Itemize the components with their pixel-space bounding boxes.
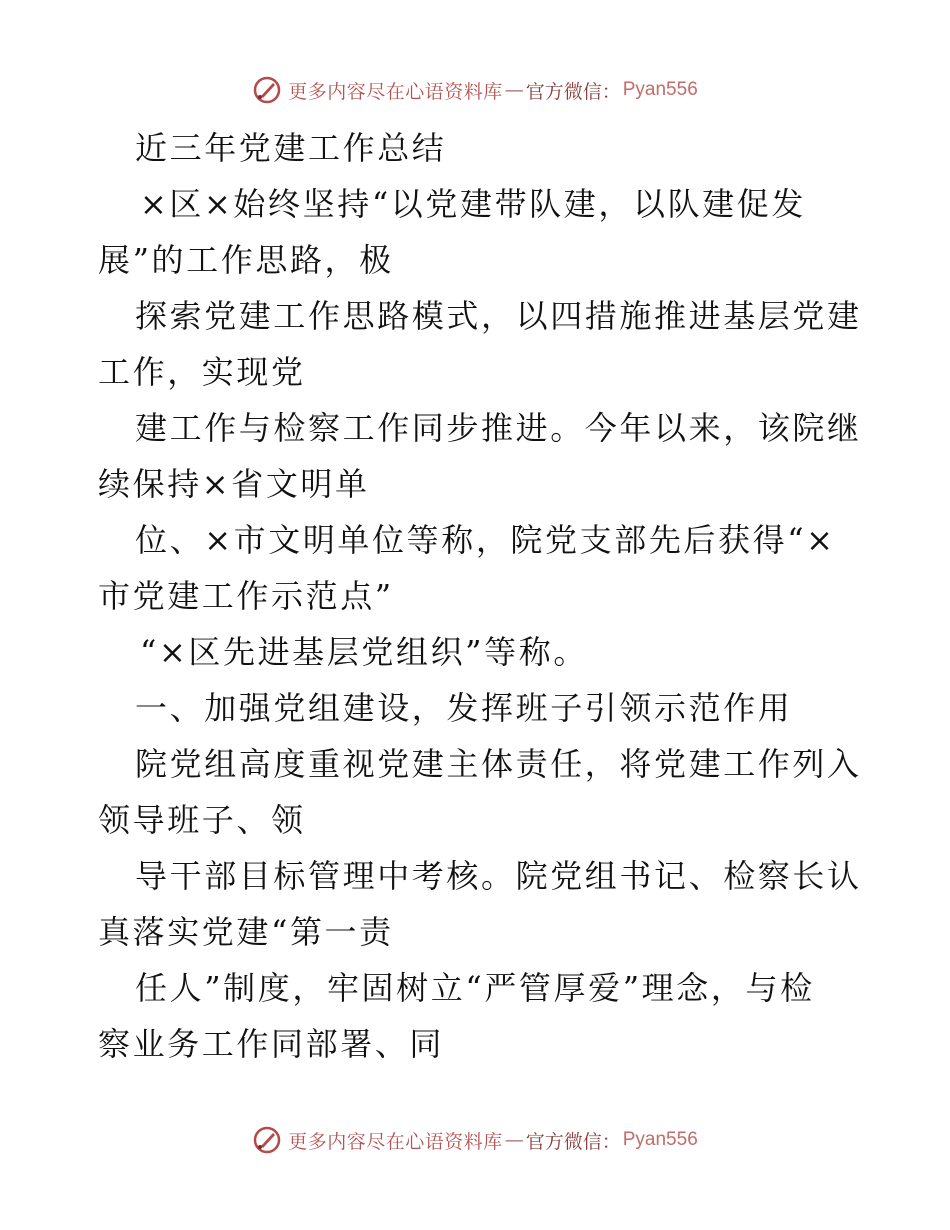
watermark-separator: — [504, 79, 524, 101]
header-watermark [0, 70, 950, 110]
paragraph-line: 续保持×省文明单 [98, 465, 370, 503]
quill-emblem-icon [252, 1125, 282, 1155]
section-heading: 一、加强党组建设，发挥班子引领示范作用 [135, 689, 793, 727]
footer-watermark [0, 1120, 950, 1160]
paragraph-line: 市党建工作示范点” [98, 577, 394, 615]
paragraph-line: 导干部目标管理中考核。院党组书记、检察长认 [135, 857, 862, 895]
paragraph-line: 建工作与检察工作同步推进。今年以来，该院继 [135, 409, 862, 447]
watermark-separator: — [504, 1129, 524, 1151]
paragraph-line: 院党组高度重视党建主体责任，将党建工作列入 [135, 745, 862, 783]
paragraph-line: 察业务工作同部署、同 [98, 1025, 445, 1063]
paragraph-line: 真落实党建“第一责 [98, 913, 394, 951]
paragraph-line: “×区先进基层党组织”等称。 [140, 633, 588, 671]
paragraph-line: 工作，实现党 [98, 353, 306, 391]
quill-emblem-icon [252, 75, 282, 105]
watermark-text: 更多内容尽在心语资料库 [288, 80, 503, 103]
doc-title: 近三年党建工作总结 [135, 129, 447, 167]
watermark-wechat-label: 官方微信： [525, 80, 621, 103]
paragraph-line: ×区×始终坚持“以党建带队建，以队建促发 [140, 185, 806, 223]
document-body [98, 120, 862, 1072]
watermark-wechat-label: 官方微信： [525, 1130, 621, 1153]
paragraph-line: 位、×市文明单位等称，院党支部先后获得“× [135, 521, 836, 559]
watermark-wechat-id: Pyan556 [622, 79, 698, 100]
paragraph-line: 任人”制度，牢固树立“严管厚爱”理念，与检 [135, 969, 815, 1007]
watermark-text: 更多内容尽在心语资料库 [288, 1130, 503, 1153]
paragraph-line: 探索党建工作思路模式，以四措施推进基层党建 [135, 297, 862, 335]
paragraph-line: 领导班子、领 [98, 801, 306, 839]
watermark-wechat-id: Pyan556 [622, 1129, 698, 1150]
paragraph-line: 展”的工作思路，极 [98, 241, 394, 279]
